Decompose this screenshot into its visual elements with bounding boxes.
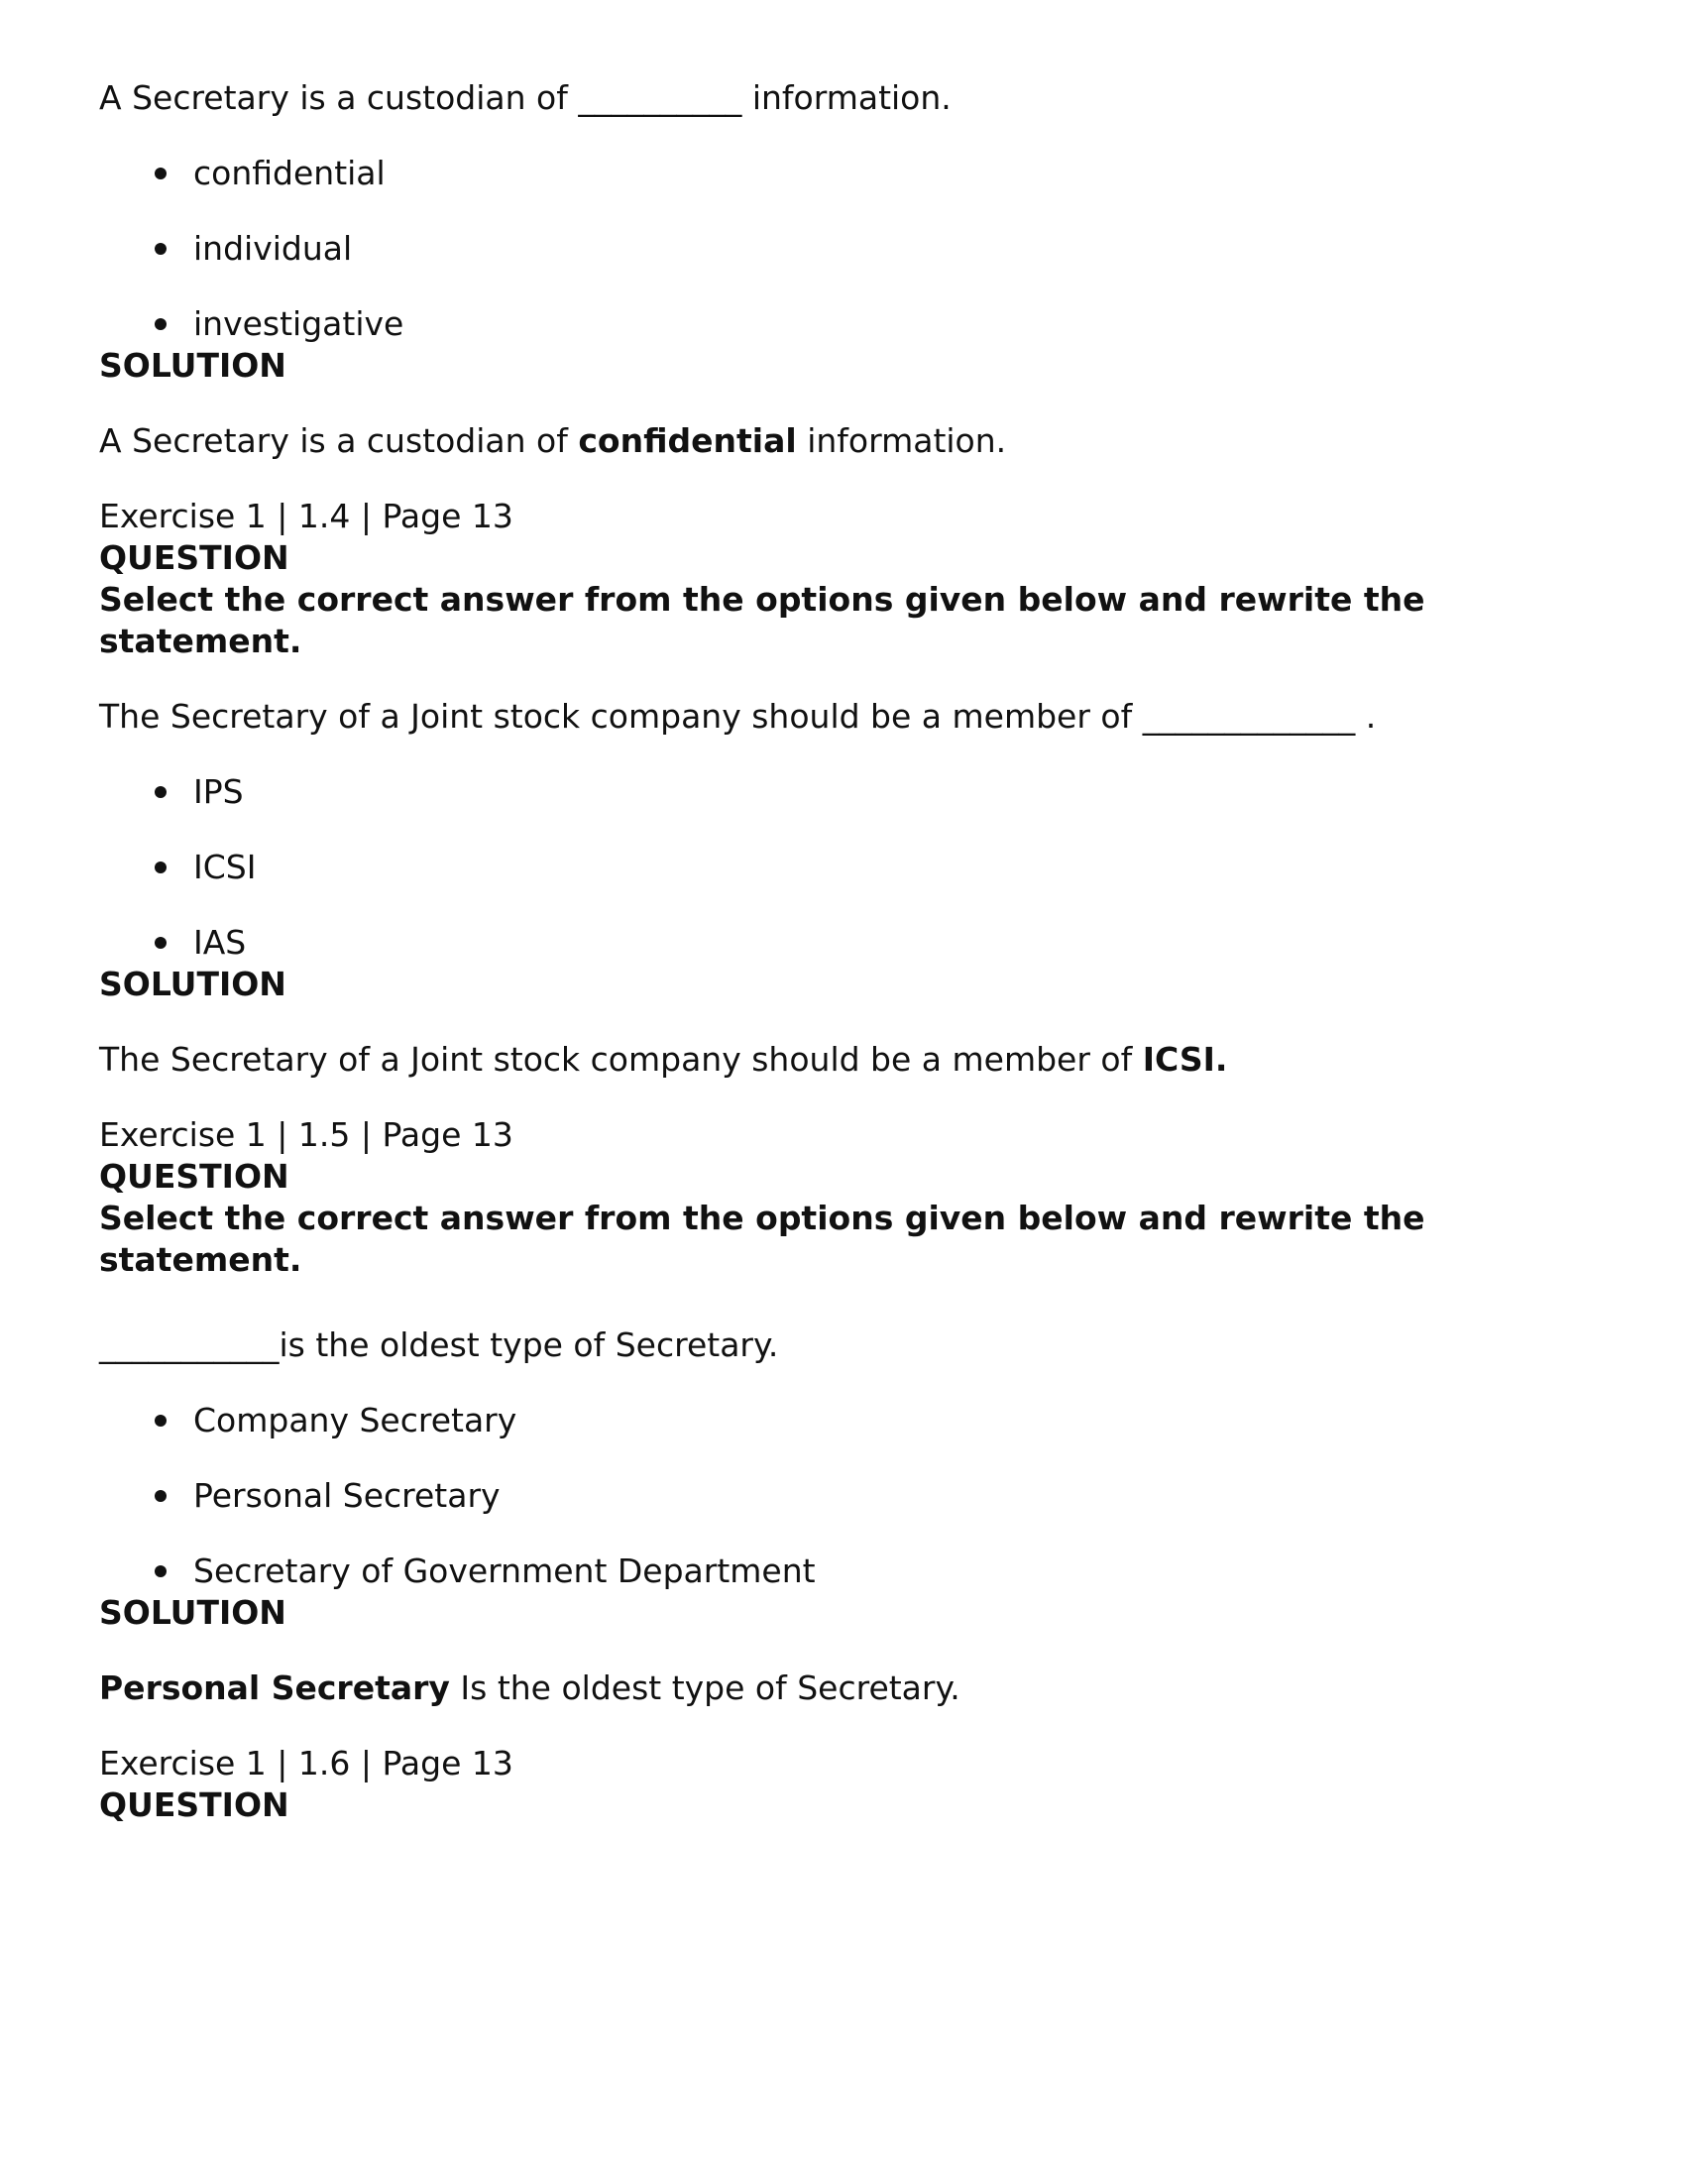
- bullet-icon: [155, 786, 167, 798]
- option-item: [99, 228, 1586, 270]
- instruction-text: Select the correct answer from the options given below and rewrite the statement.: [99, 580, 1425, 660]
- q2-stem: The Secretary of a Joint stock company should be a member of _____________ .: [99, 697, 1377, 736]
- solution-text: Is the oldest type of Secretary.: [449, 1668, 960, 1707]
- bullet-icon: [155, 937, 167, 949]
- q2-options: [99, 771, 1586, 964]
- question-heading: QUESTION: [99, 1785, 289, 1824]
- option-text: confidential: [193, 154, 386, 192]
- bullet-icon: [155, 318, 167, 330]
- option-item: [99, 771, 1586, 813]
- option-item: [99, 303, 1586, 345]
- option-text: Company Secretary: [193, 1401, 517, 1439]
- solution-text: The Secretary of a Joint stock company should be a member of: [99, 1040, 1143, 1079]
- exercise-reference: Exercise 1 | 1.4 | Page 13: [99, 497, 513, 535]
- q1-stem: A Secretary is a custodian of __________ information.: [99, 78, 952, 117]
- bullet-icon: [155, 1415, 167, 1427]
- solution-heading: SOLUTION: [99, 1593, 286, 1632]
- option-item: [99, 1400, 1586, 1441]
- bullet-icon: [155, 1565, 167, 1577]
- bullet-icon: [155, 243, 167, 255]
- option-item: [99, 153, 1586, 194]
- solution-answer: Personal Secretary: [99, 1668, 450, 1707]
- option-text: IAS: [193, 923, 247, 962]
- exercise-reference: Exercise 1 | 1.6 | Page 13: [99, 1744, 513, 1782]
- document-page: [99, 77, 1586, 1826]
- solution-heading: SOLUTION: [99, 346, 286, 385]
- solution-text: information.: [796, 421, 1007, 460]
- exercise-reference: Exercise 1 | 1.5 | Page 13: [99, 1115, 513, 1154]
- q3-solution: [99, 1667, 1586, 1709]
- solution-answer: confidential: [578, 421, 797, 460]
- q3-stem: ___________is the oldest type of Secretary.: [99, 1325, 779, 1364]
- option-item: [99, 922, 1586, 964]
- solution-answer: ICSI.: [1142, 1040, 1228, 1079]
- option-text: IPS: [193, 772, 244, 811]
- q1-options: [99, 153, 1586, 345]
- option-item: [99, 1475, 1586, 1517]
- option-text: Secretary of Government Department: [193, 1552, 816, 1590]
- bullet-icon: [155, 1490, 167, 1502]
- option-item: [99, 1551, 1586, 1592]
- bullet-icon: [155, 168, 167, 179]
- option-item: [99, 847, 1586, 888]
- q1-solution: [99, 420, 1586, 462]
- solution-heading: SOLUTION: [99, 965, 286, 1003]
- option-text: individual: [193, 229, 353, 268]
- option-text: Personal Secretary: [193, 1476, 501, 1515]
- question-heading: QUESTION: [99, 1157, 289, 1196]
- solution-text: A Secretary is a custodian of: [99, 421, 579, 460]
- instruction-text: Select the correct answer from the options given below and rewrite the statement.: [99, 1199, 1425, 1279]
- q3-options: [99, 1400, 1586, 1592]
- question-heading: QUESTION: [99, 538, 289, 577]
- option-text: ICSI: [193, 848, 257, 886]
- bullet-icon: [155, 862, 167, 873]
- q2-solution: [99, 1039, 1586, 1081]
- option-text: investigative: [193, 304, 404, 343]
